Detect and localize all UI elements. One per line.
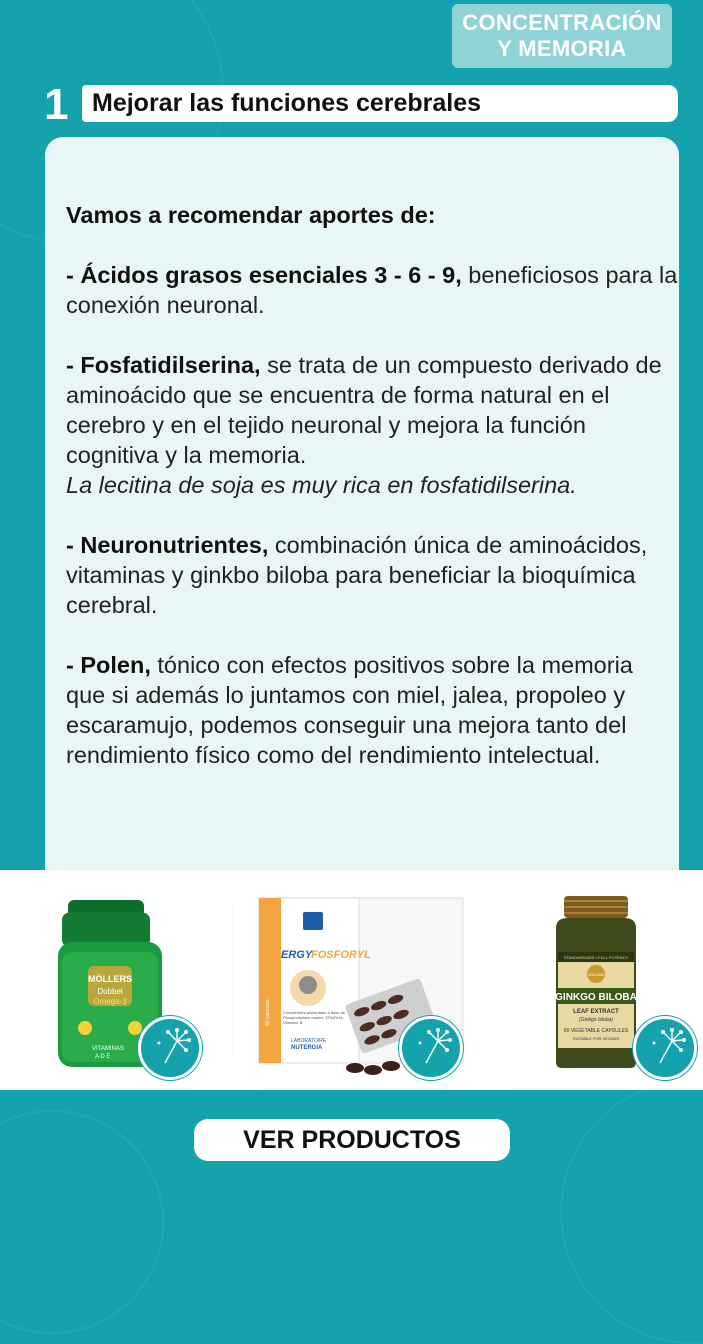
intro-text: Vamos a recomendar aportes de: [66, 202, 436, 228]
ginkgo-name-2: LEAF EXTRACT [573, 1009, 619, 1015]
product-card-omega3[interactable] [0, 870, 218, 1088]
list-item: - Ácidos grasos esenciales 3 - 6 - 9, beneficiosos para la conexión neuronal. [66, 262, 678, 318]
omega3-label-2: A D E [95, 1054, 111, 1060]
background-decoration [560, 1080, 703, 1344]
ginkgo-tag: STANDARDIZED • FULL POTENCY [563, 955, 629, 960]
ver-productos-button[interactable]: VER PRODUCTOS [194, 1119, 510, 1161]
category-line-2: Y MEMORIA [497, 36, 627, 61]
list-item: - Fosfatidilserina, se trata de un compuesto derivado de aminoácido que se encuentra de forma natural en el cerebro y en el tejido neuronal y mejora la función cognitiva y la memoria. La lecitina de soja es muy rica en fosfatidilserina. [66, 352, 662, 498]
background-decoration [0, 1110, 164, 1334]
dandelion-icon[interactable] [138, 1016, 202, 1080]
content-text [66, 200, 678, 800]
ginkgo-vegan: SUITABLE FOR VEGANS [572, 1036, 620, 1041]
dandelion-icon[interactable] [399, 1016, 463, 1080]
ginkgo-caps: 60 VEGETABLE CAPSULES [563, 1028, 629, 1034]
category-badge [452, 4, 672, 68]
omega3-name-1: Dobbel [97, 987, 123, 996]
ergy-brand-a: ERGY [281, 949, 313, 961]
ginkgo-name-3: (Ginkgo biloba) [579, 1017, 613, 1023]
section-title: Mejorar las funciones cerebrales [92, 89, 482, 117]
omega3-label-1: VITAMINAS [92, 1046, 124, 1052]
ergy-description: Complément alimentaire à base de Phospholipides marins, EPA/DHA, Vitamine B [283, 1010, 346, 1025]
omega3-name-2: Omega-3 [93, 997, 127, 1006]
product-card-ergyfosforyl[interactable] [233, 870, 473, 1088]
step-number: 1 [44, 80, 69, 129]
dandelion-icon[interactable] [633, 1016, 697, 1080]
product-card-ginkgo[interactable] [486, 870, 703, 1088]
ginkgo-name-1: GINKGO BILOBA [555, 992, 637, 1003]
ergy-lab-2: NUTERGIA [291, 1045, 323, 1051]
category-line-1: CONCENTRACIÓN [462, 10, 662, 35]
ergy-count: 60 capsules [265, 999, 271, 1026]
ginkgo-brand: SOLGAR [587, 972, 605, 977]
omega3-brand: MÖLLERS [88, 974, 132, 984]
section-title-bar [82, 85, 678, 122]
ergy-lab-1: LABORATOIRE [291, 1038, 327, 1044]
list-item: - Polen, tónico con efectos positivos sobre la memoria que si además lo juntamos con miel, jalea, propoleo y escaramujo, podemos conseguir una mejora tanto del rendimiento físico como del rendimiento intelectual. [66, 652, 633, 768]
list-item: - Neuronutrientes, combinación única de aminoácidos, vitaminas y ginkbo biloba para beneficiar la bioquímica cerebral. [66, 532, 648, 618]
ergy-brand-b: FOSFORYL [311, 949, 371, 961]
italic-note: La lecitina de soja es muy rica en fosfatidilserina. [66, 472, 577, 498]
